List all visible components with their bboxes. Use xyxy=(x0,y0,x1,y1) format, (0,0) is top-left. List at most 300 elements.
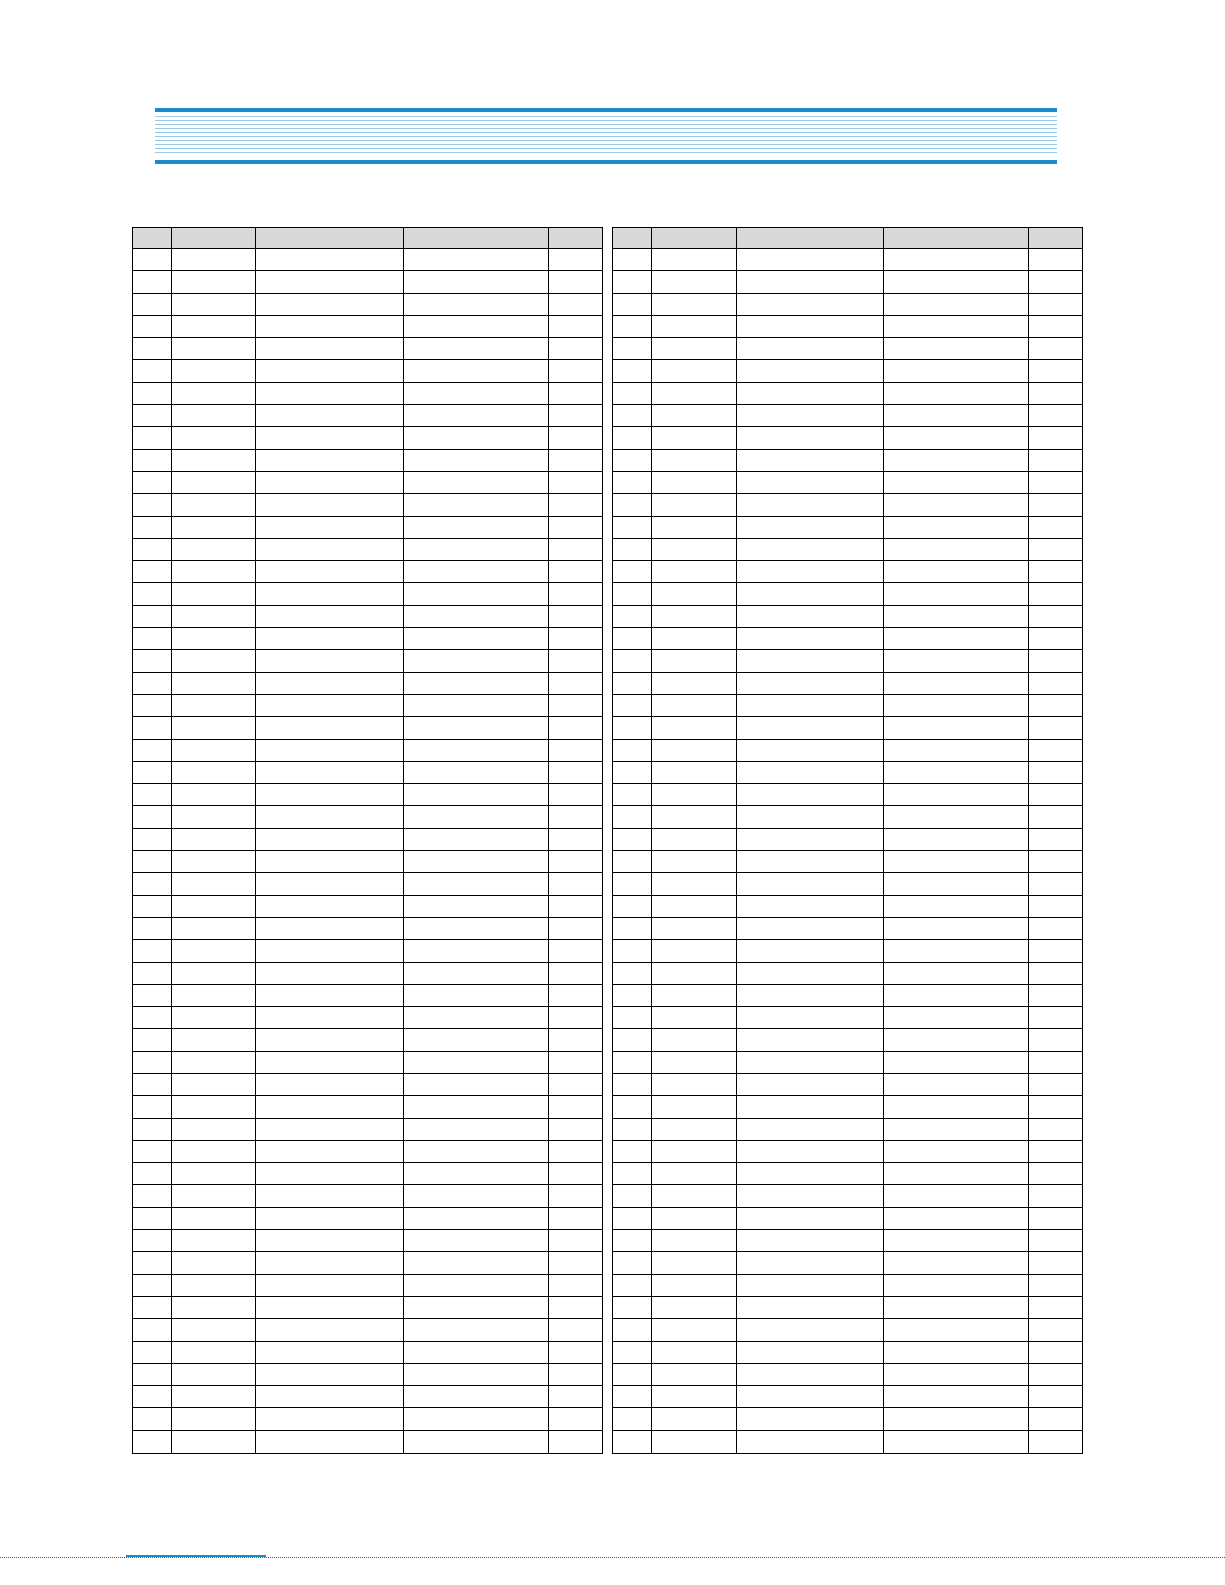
table-cell xyxy=(404,538,549,560)
table-cell xyxy=(884,338,1029,360)
table-cell xyxy=(613,1408,652,1430)
table-row xyxy=(133,1163,603,1185)
table-cell xyxy=(404,516,549,538)
table-cell xyxy=(884,806,1029,828)
table-cell xyxy=(884,538,1029,560)
table-row xyxy=(133,583,603,605)
table-cell xyxy=(256,873,404,895)
table-cell xyxy=(256,249,404,271)
table-cell xyxy=(549,1230,603,1252)
table-cell xyxy=(172,1207,256,1229)
table-cell xyxy=(884,1430,1029,1453)
table-row xyxy=(613,1386,1083,1408)
table-row xyxy=(133,249,603,271)
table-cell xyxy=(133,940,172,962)
header-cell xyxy=(737,228,884,249)
table-cell xyxy=(884,1386,1029,1408)
table-cell xyxy=(737,338,884,360)
header-cell xyxy=(549,228,603,249)
table-cell xyxy=(1029,962,1083,984)
table-cell xyxy=(404,694,549,716)
table-cell xyxy=(133,1051,172,1073)
table-cell xyxy=(549,650,603,672)
table-row xyxy=(133,1230,603,1252)
table-cell xyxy=(549,628,603,650)
table-cell xyxy=(1029,806,1083,828)
table-cell xyxy=(884,1274,1029,1296)
table-cell xyxy=(256,315,404,337)
table-cell xyxy=(133,761,172,783)
table-cell xyxy=(884,471,1029,493)
table-cell xyxy=(404,1319,549,1341)
table-cell xyxy=(549,1341,603,1363)
table-cell xyxy=(256,917,404,939)
table-cell xyxy=(133,271,172,293)
table-cell xyxy=(652,806,737,828)
table-cell xyxy=(884,1073,1029,1095)
table-cell xyxy=(549,917,603,939)
table-cell xyxy=(256,605,404,627)
table-row xyxy=(613,271,1083,293)
table-row xyxy=(613,672,1083,694)
table-cell xyxy=(256,1252,404,1274)
table-cell xyxy=(1029,694,1083,716)
table-cell xyxy=(256,1096,404,1118)
table-cell xyxy=(884,382,1029,404)
table-cell xyxy=(133,605,172,627)
table-row xyxy=(133,271,603,293)
table-cell xyxy=(404,427,549,449)
table-cell xyxy=(737,1341,884,1363)
table-cell xyxy=(404,784,549,806)
table-cell xyxy=(737,471,884,493)
table-cell xyxy=(884,516,1029,538)
table-cell xyxy=(404,561,549,583)
table-cell xyxy=(1029,605,1083,627)
table-cell xyxy=(256,561,404,583)
table-cell xyxy=(737,427,884,449)
table-cell xyxy=(652,449,737,471)
table-cell xyxy=(549,1073,603,1095)
table-cell xyxy=(256,360,404,382)
table-cell xyxy=(172,471,256,493)
table-cell xyxy=(652,583,737,605)
table-row xyxy=(133,984,603,1006)
table-cell xyxy=(613,940,652,962)
table-cell xyxy=(404,249,549,271)
table-cell xyxy=(172,1185,256,1207)
table-cell xyxy=(256,1140,404,1162)
table-row xyxy=(613,1274,1083,1296)
table-cell xyxy=(884,1252,1029,1274)
table-cell xyxy=(613,784,652,806)
table-cell xyxy=(652,249,737,271)
table-cell xyxy=(613,984,652,1006)
table-cell xyxy=(613,271,652,293)
table-cell xyxy=(549,761,603,783)
table-cell xyxy=(613,672,652,694)
table-cell xyxy=(172,605,256,627)
table-cell xyxy=(133,1319,172,1341)
table-row xyxy=(133,828,603,850)
table-cell xyxy=(404,1252,549,1274)
table-cell xyxy=(884,784,1029,806)
table-cell xyxy=(884,895,1029,917)
table-cell xyxy=(133,1341,172,1363)
table-cell xyxy=(549,1386,603,1408)
table-cell xyxy=(884,1118,1029,1140)
table-header-row xyxy=(133,228,603,249)
table-cell xyxy=(737,851,884,873)
table-cell xyxy=(884,249,1029,271)
table-row xyxy=(613,538,1083,560)
table-cell xyxy=(737,293,884,315)
table-row xyxy=(613,338,1083,360)
table-cell xyxy=(652,873,737,895)
table-cell xyxy=(133,828,172,850)
table-cell xyxy=(256,1386,404,1408)
table-cell xyxy=(613,1118,652,1140)
table-row xyxy=(613,315,1083,337)
table-cell xyxy=(1029,1007,1083,1029)
table-cell xyxy=(884,1051,1029,1073)
table-cell xyxy=(737,828,884,850)
table-cell xyxy=(613,516,652,538)
table-cell xyxy=(256,940,404,962)
table-cell xyxy=(737,1430,884,1453)
table-cell xyxy=(549,583,603,605)
table-cell xyxy=(256,1163,404,1185)
table-cell xyxy=(737,984,884,1006)
banner-bottom-rule xyxy=(155,160,1057,164)
table-cell xyxy=(613,1207,652,1229)
table-cell xyxy=(1029,315,1083,337)
table-cell xyxy=(1029,1252,1083,1274)
table-cell xyxy=(549,984,603,1006)
table-cell xyxy=(404,851,549,873)
table-row xyxy=(613,1408,1083,1430)
table-cell xyxy=(737,873,884,895)
table-cell xyxy=(133,382,172,404)
table-cell xyxy=(652,917,737,939)
table-cell xyxy=(1029,1386,1083,1408)
table-cell xyxy=(737,717,884,739)
table-row xyxy=(133,917,603,939)
table-cell xyxy=(172,917,256,939)
table-cell xyxy=(404,1408,549,1430)
table-cell xyxy=(652,405,737,427)
table-cell xyxy=(256,1207,404,1229)
table-cell xyxy=(613,249,652,271)
parts-table-left xyxy=(132,227,603,1454)
table-cell xyxy=(1029,516,1083,538)
table-cell xyxy=(133,717,172,739)
table-cell xyxy=(404,739,549,761)
table-cell xyxy=(172,249,256,271)
table-cell xyxy=(1029,1363,1083,1385)
table-cell xyxy=(256,761,404,783)
table-cell xyxy=(1029,471,1083,493)
table-cell xyxy=(652,538,737,560)
table-cell xyxy=(133,851,172,873)
table-cell xyxy=(133,338,172,360)
table-cell xyxy=(549,605,603,627)
table-cell xyxy=(549,828,603,850)
banner-stripes xyxy=(155,116,1057,156)
table-cell xyxy=(1029,1274,1083,1296)
table-cell xyxy=(613,405,652,427)
table-cell xyxy=(652,761,737,783)
table-cell xyxy=(133,962,172,984)
table-cell xyxy=(652,1118,737,1140)
table-cell xyxy=(613,1163,652,1185)
table-cell xyxy=(172,382,256,404)
table-cell xyxy=(1029,672,1083,694)
table-cell xyxy=(884,1207,1029,1229)
table-cell xyxy=(404,895,549,917)
table-row xyxy=(133,761,603,783)
table-cell xyxy=(133,405,172,427)
table-cell xyxy=(652,1163,737,1185)
header-banner xyxy=(155,108,1057,164)
table-cell xyxy=(613,360,652,382)
table-row xyxy=(133,1363,603,1385)
table-cell xyxy=(613,494,652,516)
table-cell xyxy=(133,739,172,761)
table-cell xyxy=(884,561,1029,583)
table-cell xyxy=(652,1363,737,1385)
table-cell xyxy=(256,1230,404,1252)
table-cell xyxy=(884,1029,1029,1051)
table-cell xyxy=(737,1096,884,1118)
table-cell xyxy=(549,516,603,538)
table-row xyxy=(133,1118,603,1140)
table-cell xyxy=(256,1029,404,1051)
table-cell xyxy=(613,917,652,939)
table-cell xyxy=(172,315,256,337)
table-row xyxy=(613,1230,1083,1252)
table-cell xyxy=(404,494,549,516)
table-cell xyxy=(172,1430,256,1453)
table-row xyxy=(613,895,1083,917)
table-cell xyxy=(884,583,1029,605)
table-cell xyxy=(652,828,737,850)
table-cell xyxy=(613,605,652,627)
table-row xyxy=(613,1319,1083,1341)
table-cell xyxy=(549,405,603,427)
table-cell xyxy=(652,1096,737,1118)
table-cell xyxy=(256,293,404,315)
table-cell xyxy=(549,449,603,471)
table-cell xyxy=(549,471,603,493)
table-cell xyxy=(613,694,652,716)
table-cell xyxy=(172,895,256,917)
table-cell xyxy=(549,360,603,382)
banner-top-rule xyxy=(155,108,1057,112)
table-cell xyxy=(613,650,652,672)
table-cell xyxy=(172,1341,256,1363)
table-cell xyxy=(1029,271,1083,293)
table-cell xyxy=(256,1118,404,1140)
table-cell xyxy=(133,873,172,895)
table-cell xyxy=(172,1073,256,1095)
table-cell xyxy=(133,1163,172,1185)
table-row xyxy=(613,1096,1083,1118)
table-cell xyxy=(256,962,404,984)
table-cell xyxy=(884,984,1029,1006)
table-cell xyxy=(613,1073,652,1095)
table-row xyxy=(613,1341,1083,1363)
table-cell xyxy=(884,672,1029,694)
table-cell xyxy=(133,1408,172,1430)
table-cell xyxy=(1029,628,1083,650)
table-cell xyxy=(172,1363,256,1385)
table-cell xyxy=(172,940,256,962)
table-cell xyxy=(404,1274,549,1296)
table-cell xyxy=(256,427,404,449)
table-cell xyxy=(133,494,172,516)
table-cell xyxy=(1029,382,1083,404)
table-cell xyxy=(652,1319,737,1341)
table-cell xyxy=(404,962,549,984)
table-cell xyxy=(884,739,1029,761)
table-cell xyxy=(652,1341,737,1363)
table-cell xyxy=(133,1118,172,1140)
table-cell xyxy=(172,828,256,850)
table-cell xyxy=(172,1296,256,1318)
table-cell xyxy=(1029,984,1083,1006)
header-cell xyxy=(172,228,256,249)
table-cell xyxy=(133,449,172,471)
table-cell xyxy=(737,628,884,650)
table-cell xyxy=(652,1408,737,1430)
table-cell xyxy=(133,895,172,917)
table-cell xyxy=(884,271,1029,293)
table-cell xyxy=(613,828,652,850)
table-cell xyxy=(404,1140,549,1162)
table-cell xyxy=(404,1051,549,1073)
table-row xyxy=(613,1118,1083,1140)
table-cell xyxy=(549,338,603,360)
table-cell xyxy=(256,1007,404,1029)
table-cell xyxy=(652,1230,737,1252)
table-row xyxy=(133,1274,603,1296)
table-cell xyxy=(613,1296,652,1318)
table-cell xyxy=(172,538,256,560)
table-cell xyxy=(256,538,404,560)
table-cell xyxy=(613,1363,652,1385)
table-cell xyxy=(549,739,603,761)
table-cell xyxy=(172,873,256,895)
table-row xyxy=(133,873,603,895)
table-row xyxy=(613,784,1083,806)
table-cell xyxy=(256,1319,404,1341)
table-cell xyxy=(613,1319,652,1341)
table-cell xyxy=(133,1207,172,1229)
table-cell xyxy=(737,1274,884,1296)
table-row xyxy=(133,338,603,360)
table-row xyxy=(133,694,603,716)
table-cell xyxy=(404,672,549,694)
table-cell xyxy=(256,405,404,427)
table-cell xyxy=(652,739,737,761)
table-row xyxy=(133,315,603,337)
table-cell xyxy=(404,628,549,650)
table-cell xyxy=(133,583,172,605)
table-row xyxy=(133,895,603,917)
table-cell xyxy=(737,583,884,605)
table-row xyxy=(133,494,603,516)
table-cell xyxy=(1029,761,1083,783)
table-cell xyxy=(652,895,737,917)
table-row xyxy=(133,650,603,672)
table-cell xyxy=(172,1118,256,1140)
table-cell xyxy=(652,1007,737,1029)
table-row xyxy=(613,427,1083,449)
parts-table-right xyxy=(612,227,1083,1454)
table-cell xyxy=(613,1185,652,1207)
table-cell xyxy=(737,1029,884,1051)
table-cell xyxy=(1029,895,1083,917)
table-cell xyxy=(549,1408,603,1430)
table-cell xyxy=(172,427,256,449)
table-row xyxy=(133,1207,603,1229)
table-cell xyxy=(652,1185,737,1207)
table-cell xyxy=(652,650,737,672)
table-cell xyxy=(1029,405,1083,427)
table-cell xyxy=(549,1363,603,1385)
table-cell xyxy=(133,806,172,828)
table-cell xyxy=(737,382,884,404)
table-cell xyxy=(172,1029,256,1051)
table-cell xyxy=(404,1207,549,1229)
table-cell xyxy=(404,449,549,471)
table-cell xyxy=(1029,427,1083,449)
table-cell xyxy=(613,962,652,984)
table-row xyxy=(133,427,603,449)
table-cell xyxy=(256,672,404,694)
table-row xyxy=(613,650,1083,672)
table-cell xyxy=(737,1296,884,1318)
table-cell xyxy=(404,360,549,382)
table-row xyxy=(613,1140,1083,1162)
table-row xyxy=(133,1029,603,1051)
table-cell xyxy=(404,1296,549,1318)
table-cell xyxy=(652,1430,737,1453)
table-cell xyxy=(884,628,1029,650)
table-row xyxy=(613,382,1083,404)
header-cell xyxy=(133,228,172,249)
table-cell xyxy=(884,717,1029,739)
table-row xyxy=(613,1073,1083,1095)
table-cell xyxy=(1029,1341,1083,1363)
table-cell xyxy=(1029,1051,1083,1073)
table-cell xyxy=(1029,1073,1083,1095)
table-cell xyxy=(652,1051,737,1073)
footer-rule xyxy=(0,1557,1225,1558)
table-cell xyxy=(404,315,549,337)
table-cell xyxy=(172,1319,256,1341)
table-cell xyxy=(737,940,884,962)
table-cell xyxy=(404,761,549,783)
header-cell xyxy=(1029,228,1083,249)
table-cell xyxy=(884,1185,1029,1207)
table-cell xyxy=(549,694,603,716)
table-cell xyxy=(172,405,256,427)
table-cell xyxy=(133,315,172,337)
table-row xyxy=(133,1073,603,1095)
table-cell xyxy=(613,1029,652,1051)
